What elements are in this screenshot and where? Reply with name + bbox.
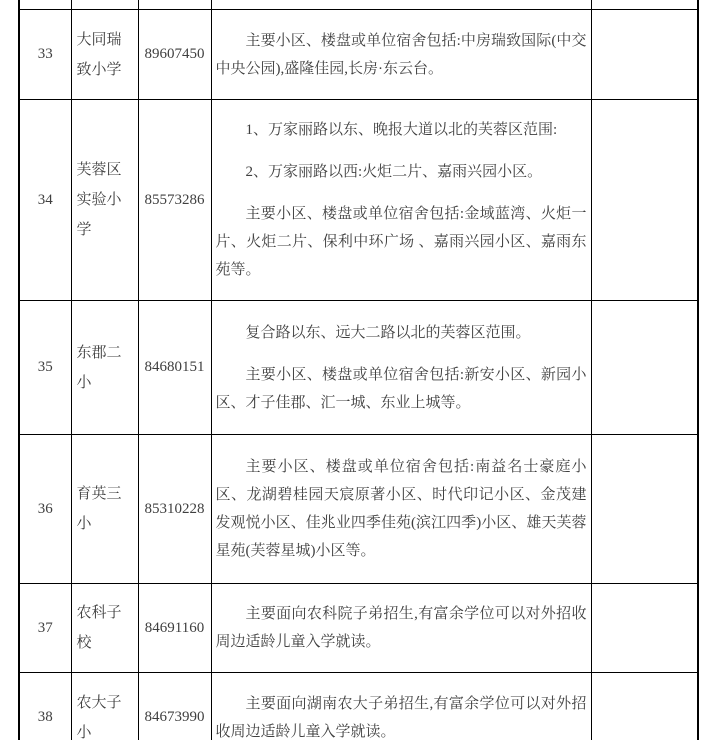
school-district-table (18, 0, 699, 740)
description-paragraph: 复合路以东、远大二路以北的芙蓉区范围。 (245, 324, 531, 341)
school-name-cell: 东郡二小 (71, 301, 138, 435)
description-cell (211, 10, 591, 100)
table-row-partial (19, 0, 698, 10)
description-paragraph: 主要小区、楼盘或单位宿舍包括:新安小区、新园小区、才子佳郡、汇一城、东业上城等。 (215, 366, 587, 411)
table-row (19, 10, 698, 100)
description-paragraph: 主要小区、楼盘或单位宿舍包括:中房瑞致国际(中交中央公园),盛隆佳园,长房·东云台。 (215, 32, 587, 77)
remark-cell (591, 0, 698, 10)
description-cell (211, 0, 591, 10)
remark-cell (591, 584, 698, 673)
remark-cell (591, 673, 698, 740)
remark-cell (591, 10, 698, 100)
phone-cell (138, 0, 211, 10)
school-name-cell: 育英三小 (71, 435, 138, 584)
description-cell (211, 673, 591, 740)
table-row (19, 100, 698, 301)
row-number-cell: 37 (19, 584, 71, 673)
phone-cell: 84680151 (138, 301, 211, 435)
table-row (19, 584, 698, 673)
description-paragraph: 主要小区、楼盘或单位宿舍包括:南益名士豪庭小区、龙湖碧桂园天宸原著小区、时代印记小区、金茂建发观悦小区、佳兆业四季佳苑(滨江四季)小区、雄天芙蓉星苑(芙蓉星城)小区等。 (215, 459, 587, 559)
row-number-cell: 35 (19, 301, 71, 435)
school-name-cell (71, 0, 138, 10)
remark-cell (591, 435, 698, 584)
school-name-cell: 农科子校 (71, 584, 138, 673)
description-cell (211, 100, 591, 301)
row-number-cell (19, 0, 71, 10)
description-paragraph: 2、万家丽路以西:火炬二片、嘉雨兴园小区。 (245, 164, 543, 180)
school-name-cell: 芙蓉区实验小学 (71, 100, 138, 301)
description-paragraph: 主要面向湖南农大子弟招生,有富余学位可以对外招收周边适龄儿童入学就读。 (215, 695, 587, 740)
table-row (19, 301, 698, 435)
table-row (19, 435, 698, 584)
phone-cell: 85310228 (138, 435, 211, 584)
row-number-cell: 34 (19, 100, 71, 301)
description-cell (211, 301, 591, 435)
row-number-cell: 38 (19, 673, 71, 740)
description-paragraph: 1、万家丽路以东、晚报大道以北的芙蓉区范围: (245, 122, 558, 138)
row-number-cell: 36 (19, 435, 71, 584)
row-number-cell: 33 (19, 10, 71, 100)
description-paragraph: 主要面向农科院子弟招生,有富余学位可以对外招收周边适龄儿童入学就读。 (215, 606, 587, 650)
phone-cell: 84673990 (138, 673, 211, 740)
description-cell (211, 584, 591, 673)
school-name-cell: 大同瑞致小学 (71, 10, 138, 100)
remark-cell (591, 100, 698, 301)
remark-cell (591, 301, 698, 435)
phone-cell: 89607450 (138, 10, 211, 100)
description-cell (211, 435, 591, 584)
phone-cell: 85573286 (138, 100, 211, 301)
description-paragraph: 主要小区、楼盘或单位宿舍包括:金域蓝湾、火炬一片、火炬二片、保利中环广场 、嘉雨兴园小区、嘉雨东苑等。 (215, 206, 587, 278)
school-name-cell: 农大子小 (71, 673, 138, 740)
phone-cell: 84691160 (138, 584, 211, 673)
table-row (19, 673, 698, 740)
